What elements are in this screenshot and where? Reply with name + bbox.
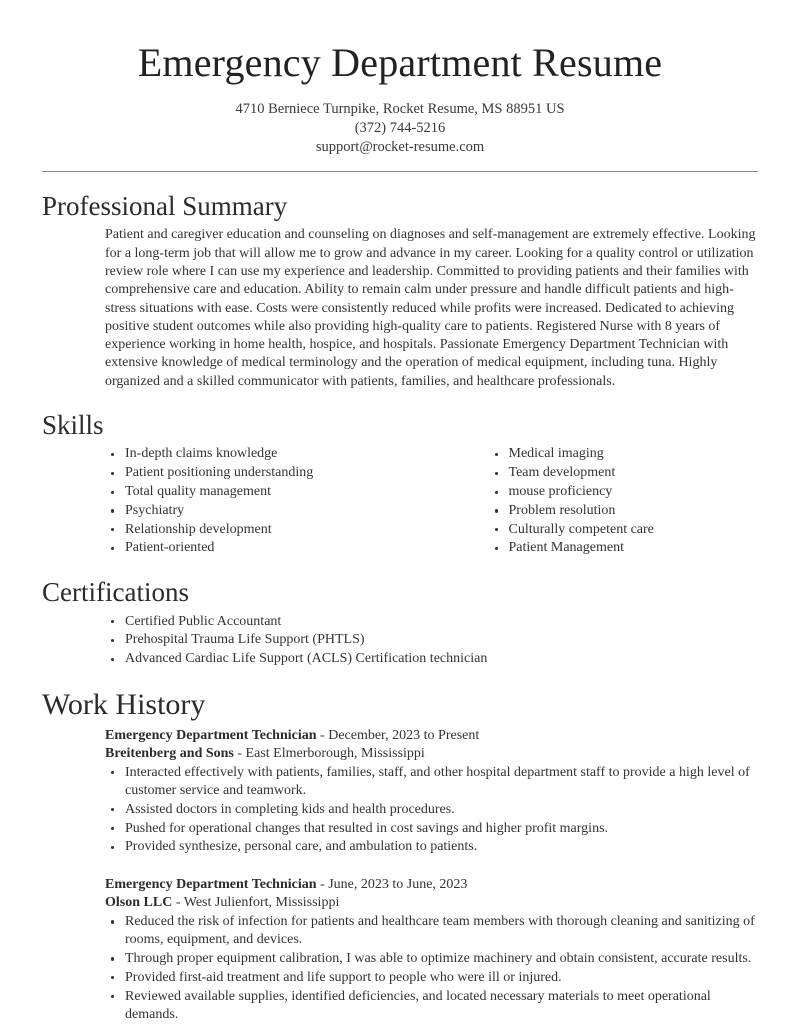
list-item: Prehospital Trauma Life Support (PHTLS) — [105, 631, 758, 649]
list-item: Reduced the risk of infection for patients and healthcare team members with thorough cleaning and sanitizing of rooms, equipment, and devices. — [105, 913, 758, 950]
list-item: Patient Management — [489, 539, 759, 557]
list-item: Through proper equipment calibration, I was able to optimize machinery and obtain consistent, accurate results. — [105, 950, 758, 968]
skills-columns — [42, 445, 758, 558]
section-heading-professional-summary: Professional Summary — [42, 191, 288, 221]
job-location: West Julienfort, Mississippi — [183, 895, 340, 911]
job-title-separator: - — [316, 876, 329, 892]
header-divider — [42, 171, 758, 172]
professional-summary-text: Patient and caregiver education and counseling on diagnoses and self-management are extremely effective. Looking for a long-term job that will allow me to grow and advance in my career. Looking for a quality control or utilization review role where I can use my experience and leadership. Committed to providing patients and their families with comprehensive care and education. Ability to remain calm under pressure and handle difficult patients and high-stress situations with ease. Costs were consistently reduced while profits were increased. Dedicated to achieving positive student outcomes while also providing high-quality care to patients. Registered Nurse with 8 years of experience working in home health, hospice, and hospitals. Passionate Emergency Department Technician with extensive knowledge of medical terminology and the operation of medical equipment, including tuna. Highly organized and a skilled communicator with patients, families, and healthcare professionals. — [105, 227, 756, 389]
list-item: Advanced Cardiac Life Support (ACLS) Certification technician — [105, 650, 758, 668]
list-item: Assisted doctors in completing kids and health procedures. — [105, 801, 758, 819]
job-title-line — [105, 876, 758, 895]
professional-summary-body — [42, 226, 758, 391]
section-professional-summary — [0, 190, 800, 391]
work-history-entry — [42, 876, 758, 1024]
skills-list-right — [489, 445, 759, 557]
list-item: Total quality management — [105, 483, 432, 501]
job-employer-separator: - — [172, 895, 184, 911]
job-dates: December, 2023 to Present — [328, 727, 480, 743]
list-item: In-depth claims knowledge — [105, 445, 432, 463]
list-item: Medical imaging — [489, 445, 759, 463]
contact-phone: (372) 744-5216 — [354, 120, 446, 136]
job-employer-line — [105, 894, 758, 913]
job-title-line — [105, 727, 758, 746]
list-item: Relationship development — [105, 521, 432, 539]
section-heading-work-history: Work History — [42, 687, 206, 721]
work-history-entry — [42, 727, 758, 857]
job-title-separator: - — [316, 727, 329, 743]
list-item: Team development — [489, 464, 759, 482]
list-item: Patient positioning understanding — [105, 464, 432, 482]
page-title: Emergency Department Resume — [137, 40, 663, 85]
section-skills — [0, 409, 800, 558]
job-title: Emergency Department Technician — [105, 876, 317, 892]
list-item: Psychiatry — [105, 502, 432, 520]
contact-info — [0, 100, 800, 157]
job-location: East Elmerborough, Mississippi — [245, 746, 425, 762]
contact-address: 4710 Berniece Turnpike, Rocket Resume, MS 88951 US — [235, 101, 565, 117]
contact-email: support@rocket-resume.com — [315, 139, 485, 155]
job-responsibilities-list — [105, 913, 758, 1024]
skills-column-left — [105, 445, 432, 558]
list-item: Culturally competent care — [489, 521, 759, 539]
list-item: Pushed for operational changes that resulted in cost savings and higher profit margins. — [105, 820, 758, 838]
job-title: Emergency Department Technician — [105, 727, 317, 743]
job-employer-line — [105, 745, 758, 764]
skills-column-right — [432, 445, 759, 558]
section-certifications — [0, 576, 800, 668]
section-heading-skills: Skills — [42, 410, 104, 441]
list-item: Provided first-aid treatment and life support to people who were ill or injured. — [105, 969, 758, 987]
list-item: Provided synthesize, personal care, and ambulation to patients. — [105, 838, 758, 856]
job-responsibilities-list — [105, 764, 758, 857]
list-item: mouse proficiency — [489, 483, 759, 501]
job-employer: Breitenberg and Sons — [105, 746, 234, 762]
section-work-history — [0, 687, 800, 1025]
certifications-body — [42, 613, 758, 669]
list-item: Certified Public Accountant — [105, 613, 758, 631]
list-item: Patient-oriented — [105, 539, 432, 557]
section-heading-certifications: Certifications — [42, 577, 189, 608]
list-item: Interacted effectively with patients, families, staff, and other hospital department staff to provide a high level of customer service and teamwork. — [105, 764, 758, 801]
job-employer-separator: - — [233, 746, 246, 762]
certifications-list — [105, 613, 758, 669]
job-employer: Olson LLC — [105, 895, 173, 911]
list-item: Problem resolution — [489, 502, 759, 520]
list-item: Reviewed available supplies, identified deficiencies, and located necessary materials to meet operational demands. — [105, 988, 758, 1025]
job-dates: June, 2023 to June, 2023 — [328, 876, 468, 892]
skills-list-left — [105, 445, 432, 557]
